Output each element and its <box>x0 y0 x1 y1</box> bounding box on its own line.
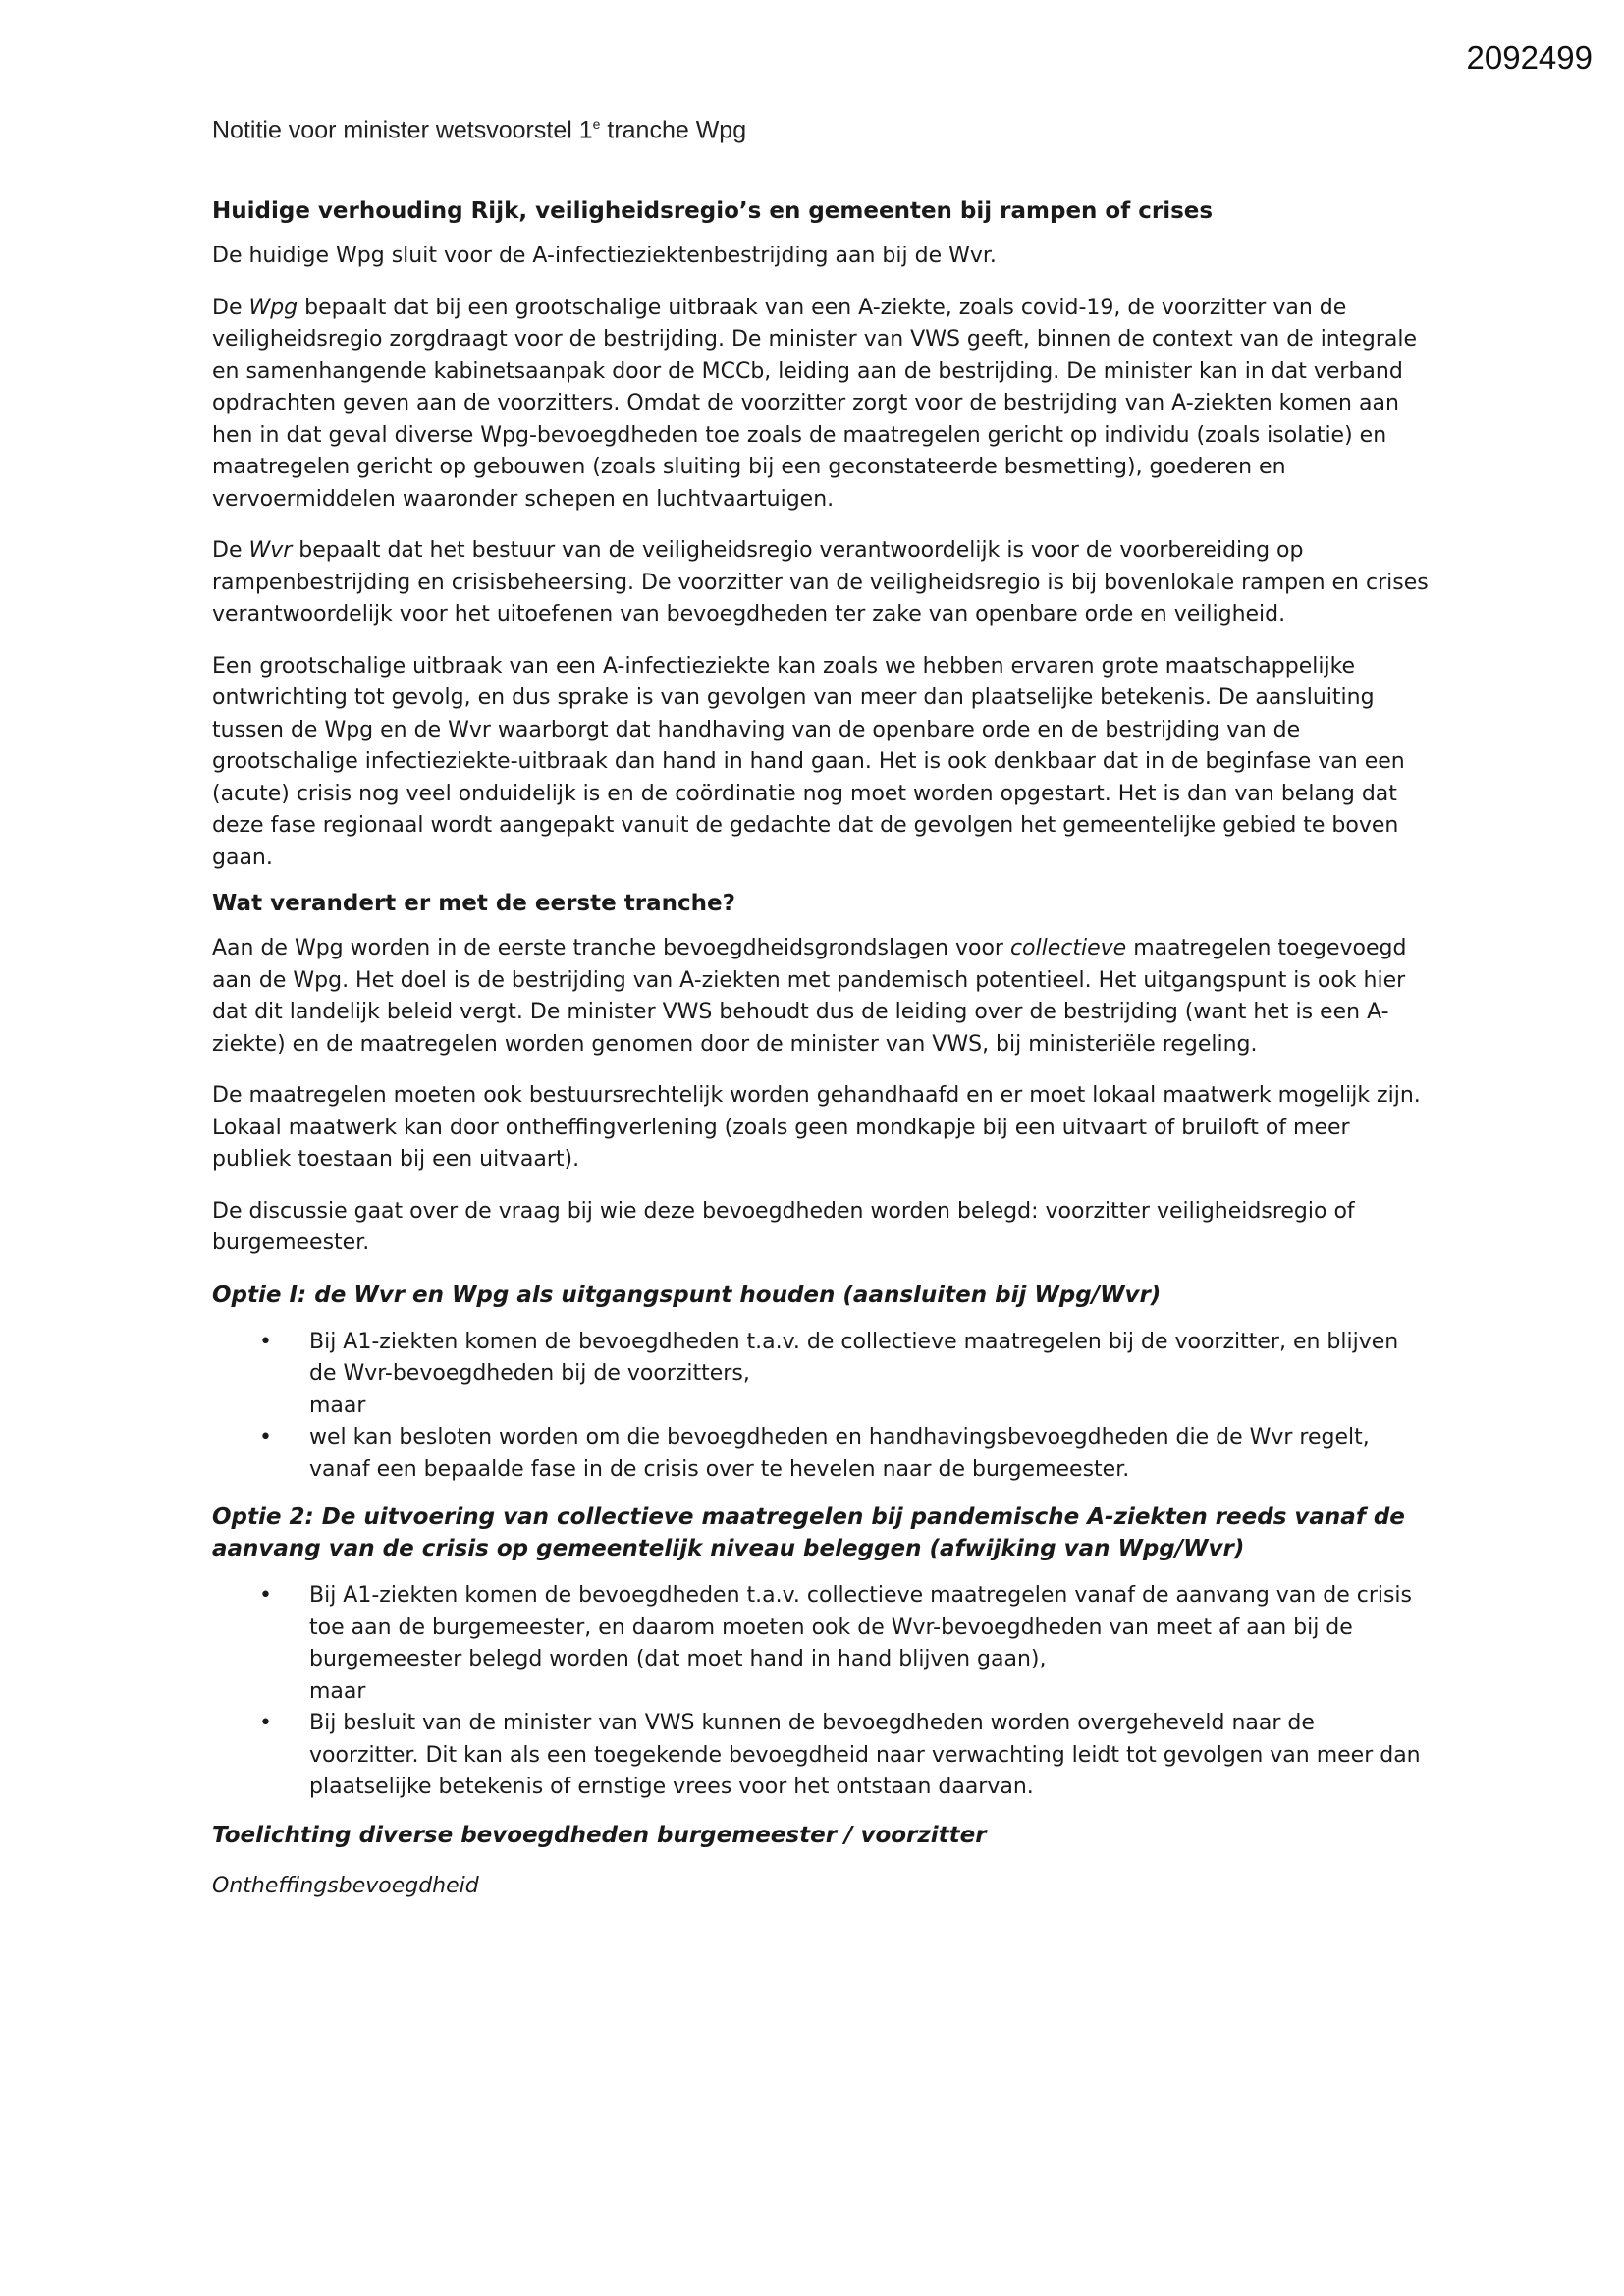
document-page <box>212 116 1430 1902</box>
explanation-heading: Toelichting diverse bevoegdheden burgemeester / voorzitter <box>212 1822 987 1848</box>
list-item: • Bij A1-ziekten komen de bevoegdheden t.a.v. de collectieve maatregelen bij de voorzitter, en blijven de Wvr-bevoegdheden bij de voorzitters, maar <box>259 1327 1430 1423</box>
section-heading-first-tranche: Wat verandert er met de eerste tranche? <box>212 891 735 917</box>
paragraph-collective: Aan de Wpg worden in de eerste tranche bevoegdheidsgrondslagen voor collectieve maatregelen toegevoegd aan de Wpg. Het doel is de bestrijding van A-ziekten met pandemisch potentieel. Het uitgangspunt is ook hier dat dit landelijk beleid vergt. De minister VWS behoudt dus de leiding over de bestrijding (want het is een A-ziekte) en de maatregelen worden genomen door de minister van VWS, bij ministeriële regeling. <box>212 936 1407 1057</box>
connector-word: maar <box>309 1393 366 1418</box>
document-title: Notitie voor minister wetsvoorstel 1e tranche Wpg <box>212 116 747 144</box>
paragraph: De maatregelen moeten ook bestuursrechtelijk worden gehandhaafd en er moet lokaal maatwerk mogelijk zijn. Lokaal maatwerk kan door ontheffingverlening (zoals geen mondkapje bij een uitvaart of bruiloft of meer publiek toestaan bij een uitvaart). <box>212 1083 1421 1173</box>
option-1-heading: Optie I: de Wvr en Wpg als uitgangspunt houden (aansluiten bij Wpg/Wvr) <box>212 1282 1162 1308</box>
paragraph: De discussie gaat over de vraag bij wie deze bevoegdheden worden belegd: voorzitter veiligheidsregio of burgemeester. <box>212 1198 1355 1256</box>
option-2-list <box>212 1580 1430 1804</box>
section-heading-current-relation: Huidige verhouding Rijk, veiligheidsregio’s en gemeenten bij rampen of crises <box>212 198 1214 225</box>
option-1-list <box>212 1327 1430 1487</box>
document-number: 2092499 <box>1466 39 1593 76</box>
paragraph: De huidige Wpg sluit voor de A-infectieziektenbestrijding aan bij de Wvr. <box>212 244 997 269</box>
connector-word: maar <box>309 1678 366 1704</box>
list-item: • wel kan besloten worden om die bevoegdheden en handhavingsbevoegdheden die de Wvr regelt, vanaf een bepaalde fase in de crisis over te hevelen naar de burgemeester. <box>259 1422 1430 1486</box>
explanation-subheading: Ontheffingsbevoegdheid <box>212 1873 479 1898</box>
paragraph-wvr: De Wvr bepaalt dat het bestuur van de veiligheidsregio verantwoordelijk is voor de voorbereiding op rampenbestrijding en crisisbeheersing. De voorzitter van de veiligheidsregio is bij bovenlokale rampen en crises verantwoordelijk voor het uitoefenen van bevoegdheden ter zake van openbare orde en veiligheid. <box>212 538 1429 628</box>
option-2-heading: Optie 2: De uitvoering van collectieve maatregelen bij pandemische A-ziekten reeds vanaf de aanvang van de crisis op gemeentelijk niveau beleggen (afwijking van Wpg/Wvr) <box>212 1504 1405 1562</box>
paragraph-wpg: De Wpg bepaalt dat bij een grootschalige uitbraak van een A-ziekte, zoals covid-19, de voorzitter van de veiligheidsregio zorgdraagt voor de bestrijding. De minister van VWS geeft, binnen de context van de integrale en samenhangende kabinetsaanpak door de MCCb, leiding aan de bestrijding. De minister kan in dat verband opdrachten geven aan de voorzitters. Omdat de voorzitter zorgt voor de bestrijding van A-ziekten komen aan hen in dat geval diverse Wpg-bevoegdheden toe zoals de maatregelen gericht op individu (zoals isolatie) en maatregelen gericht op gebouwen (zoals sluiting bij een geconstateerde besmetting), goederen en vervoermiddelen waaronder schepen en luchtvaartuigen. <box>212 295 1418 512</box>
paragraph: Een grootschalige uitbraak van een A-infectieziekte kan zoals we hebben ervaren grote maatschappelijke ontwrichting tot gevolg, en dus sprake is van gevolgen van meer dan plaatselijke betekenis. De aansluiting tussen de Wpg en de Wvr waarborgt dat handhaving van de openbare orde en de bestrijding van de grootschalige infectieziekte-uitbraak dan hand in hand gaan. Het is ook denkbaar dat in de beginfase van een (acute) crisis nog veel onduidelijk is en de coördinatie nog moet worden opgestart. Het is dan van belang dat deze fase regionaal wordt aangepakt vanuit de gedachte dat de gevolgen het gemeentelijke gebied te boven gaan. <box>212 653 1405 870</box>
list-item: • Bij A1-ziekten komen de bevoegdheden t.a.v. collectieve maatregelen vanaf de aanvang van de crisis toe aan de burgemeester, en daarom moeten ook de Wvr-bevoegdheden van meet af aan bij de burgemeester belegd worden (dat moet hand in hand blijven gaan), maar <box>259 1580 1430 1708</box>
list-item: • Bij besluit van de minister van VWS kunnen de bevoegdheden worden overgeheveld naar de voorzitter. Dit kan als een toegekende bevoegdheid naar verwachting leidt tot gevolgen van meer dan plaatselijke betekenis of ernstige vrees voor het ontstaan daarvan. <box>259 1708 1430 1804</box>
